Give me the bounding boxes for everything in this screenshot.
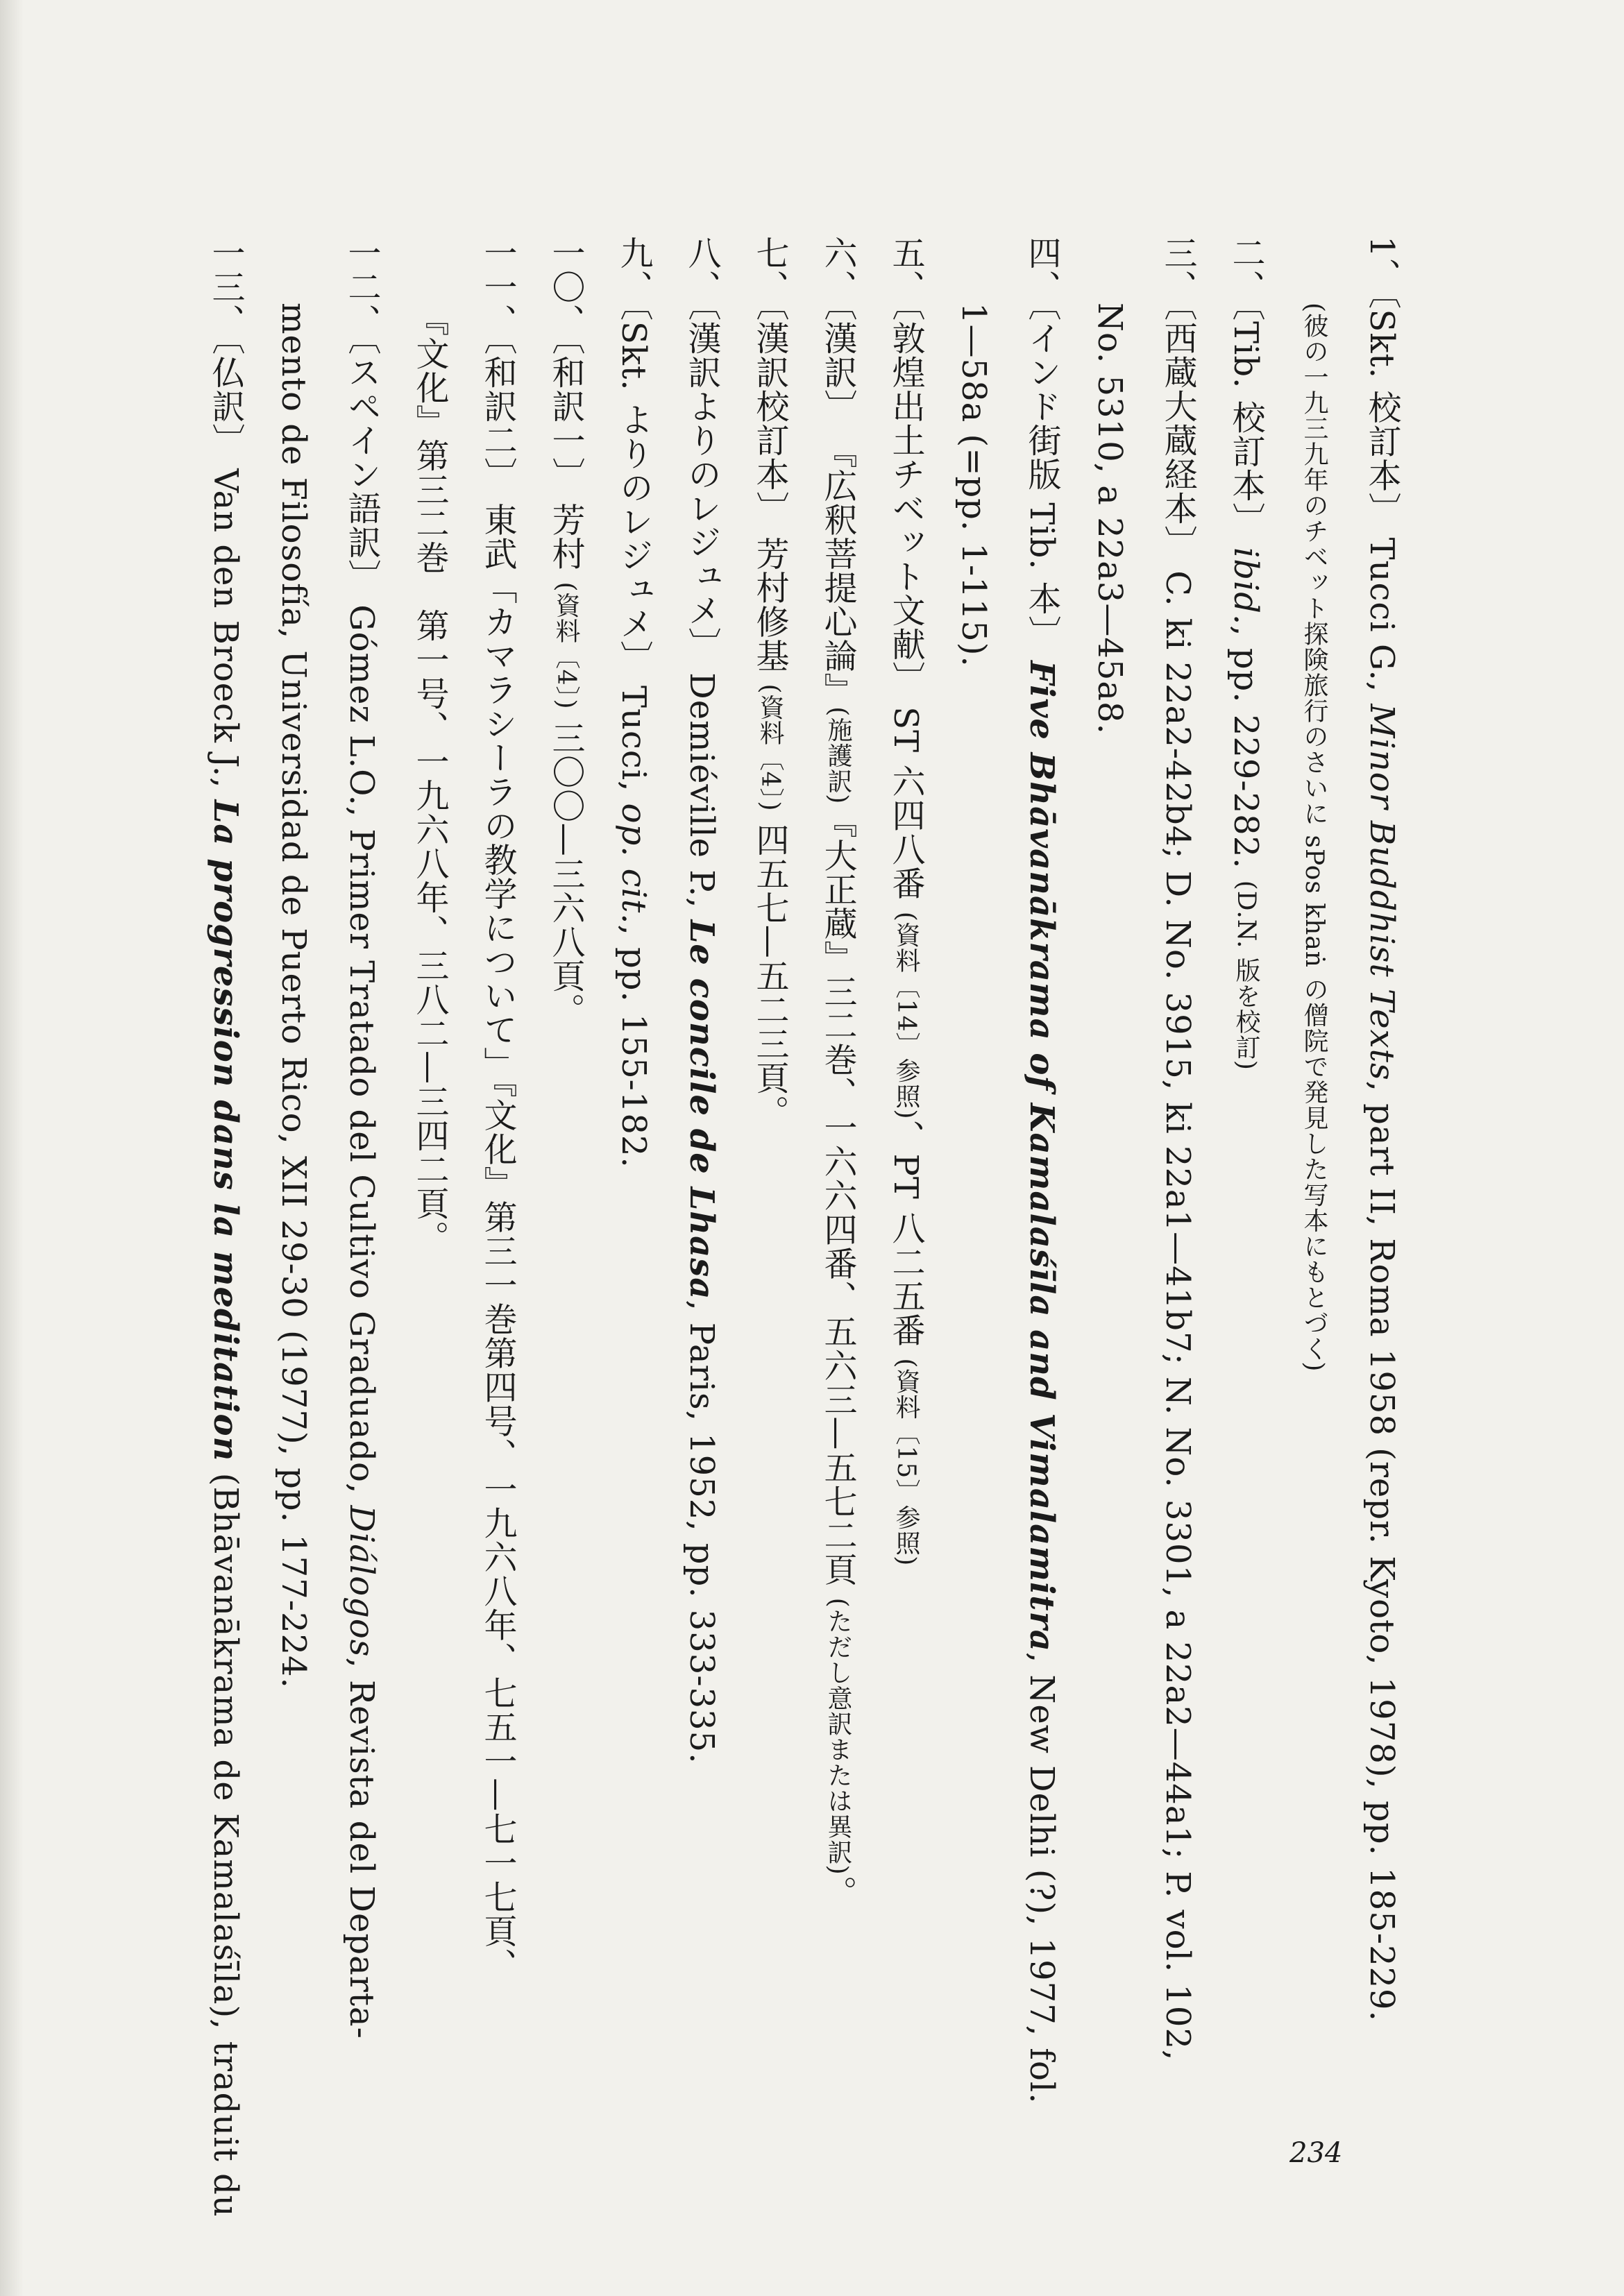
text-segment: Le concile de Lhasa [682, 919, 721, 1300]
text-segment: ST 六四八番 [886, 706, 925, 912]
text-segment: 芳村 [546, 502, 585, 582]
text-segment: 。 [818, 1875, 857, 1910]
entry-continuation [1280, 236, 1348, 2095]
text-segment: Van den Broeck J., [206, 468, 245, 800]
text-segment: (施護訳) [824, 706, 852, 805]
bibliography-entry [668, 236, 736, 2095]
text-segment: (ただし意訳または異訳) [824, 1597, 852, 1876]
entry-number: 五、 [886, 236, 925, 304]
text-segment: Tucci, [614, 686, 653, 803]
entry-label: 〔和訳一〕 [546, 338, 585, 491]
text-segment: , New Delhi (?), 1977, fol. [1022, 1651, 1061, 2104]
entry-label: 〔敦煌出土チベット文献〕 [886, 304, 925, 695]
text-segment: , Paris, 1952, pp. 333-335. [682, 1300, 721, 1764]
entry-label: 〔Skt. 校訂本〕 [1362, 291, 1401, 527]
text-segment: (彼の一九三九年のチベット探険旅行のさいに sPos khaṅ の僧院で発見した写本にもとづく) [1300, 303, 1328, 1372]
text-segment: (資料〔14〕参照) [892, 911, 920, 1120]
text-segment: , part II, Roma 1958 (repr. Kyoto, 1978), pp. 185-229. [1362, 1080, 1401, 2022]
entry-label: 〔漢訳校訂本〕 [750, 304, 789, 525]
entry-number: 六、 [818, 236, 857, 304]
bibliography-entry [736, 236, 804, 2095]
text-segment: 『大正蔵』三二巻、一六六四番、五六三—五七二頁 [818, 804, 857, 1598]
entry-number: 一〇、 [546, 236, 585, 338]
text-segment: 『文化』第三二巻 第一号、一九六八年、三八二—三四二頁。 [410, 303, 449, 1255]
entry-number: 一三、 [206, 236, 245, 338]
entry-label: 〔西蔵大蔵経本〕 [1158, 304, 1197, 559]
entry-label: 〔インド街版 Tib. 本〕 [1022, 304, 1061, 649]
entry-label: 〔Tib. 校訂本〕 [1226, 304, 1265, 536]
bibliography-entry [600, 236, 668, 2095]
scan-shadow-edge [0, 0, 24, 2296]
text-segment: Tucci G., [1362, 537, 1401, 704]
entry-continuation [1076, 236, 1144, 2095]
text-segment: 、PT 八二五番 [886, 1119, 925, 1359]
text-segment: Five Bhāvanākrama of Kamalaśīla and Vimalamitra [1022, 661, 1061, 1652]
text-segment: ibid. [1226, 547, 1265, 626]
text-segment: Minor Buddhist Texts [1362, 704, 1401, 1081]
text-segment: C. ki 22a2-42b4; D. No. 3915, ki 22a1—41b7; N. No. 3301, a 22a2—44a1; P. vol. 102, [1158, 570, 1197, 2061]
bibliography-entry [1348, 236, 1416, 2095]
page-number: 234 [1289, 2137, 1343, 2169]
text-segment: 三〇〇—三六八頁。 [546, 709, 585, 1027]
entry-number: 二、 [1226, 236, 1265, 304]
text-segment: (Bhāvanākrama de Kamalaśīla), traduit du [206, 1461, 245, 2218]
text-segment: , pp. 155-182. [614, 924, 653, 1168]
text-segment: No. 5310, a 22a3—45a8. [1090, 303, 1129, 735]
entry-continuation [940, 236, 1008, 2095]
entry-label: 〔漢訳よりのレジュメ〕 [682, 304, 721, 661]
text-segment: mento de Filosofía, Universidad de Puerto Rico, XII 29-30 (1977), pp. 177-224. [274, 303, 313, 1689]
text-segment: (資料〔4〕) [552, 581, 580, 710]
entry-number: 一二、 [342, 236, 381, 338]
text-segment: op. cit. [614, 803, 653, 925]
entry-continuation [396, 236, 464, 2095]
bibliography-entry [1212, 236, 1280, 2095]
text-segment: 1—58a (=pp. 1-115). [954, 303, 993, 667]
entry-number: 八、 [682, 236, 721, 304]
entry-number: 四、 [1022, 236, 1061, 304]
text-segment: Diálogos [342, 1505, 381, 1658]
text-segment: (資料〔15〕参照) [892, 1358, 920, 1567]
entry-continuation [260, 236, 328, 2095]
entry-label: 〔漢訳〕 [818, 304, 857, 423]
text-segment: , Revista del Departa- [342, 1657, 381, 2039]
entry-label: 〔和訳二〕 [478, 338, 517, 491]
text-segment: 芳村修基 [750, 536, 789, 684]
entry-number: 七、 [750, 236, 789, 304]
text-segment: 四五七—五二三頁。 [750, 811, 789, 1129]
text-segment: Gómez L.O., Primer Tratado del Cultivo Graduado, [342, 604, 381, 1506]
bibliography-entry [532, 236, 600, 2095]
bibliography-entry [328, 236, 396, 2095]
text-segment: 『広釈菩提心論』 [818, 434, 857, 707]
entry-label: 〔仏訳〕 [206, 338, 245, 457]
text-segment: (D.N. 版を校訂) [1232, 880, 1260, 1071]
text-segment: (資料〔4〕) [756, 683, 784, 812]
bibliography-entry [804, 236, 872, 2095]
text-segment: Demiéville P., [682, 672, 721, 920]
entry-label: 〔スペイン語訳〕 [342, 338, 381, 593]
bibliography-entry [1008, 236, 1076, 2104]
text-segment: 東武「カマラシーラの教学について」『文化』第三一巻第四号、一九六八年、七五一—七一七頁、 [478, 502, 517, 1982]
entry-number: 九、 [614, 236, 653, 304]
bibliography-entry [1144, 236, 1212, 2095]
bibliography-entry [192, 236, 260, 2218]
entry-number: 1、 [1362, 236, 1401, 292]
text-segment: , pp. 229-282. [1226, 625, 1265, 881]
bibliography-entry [872, 236, 940, 2095]
entry-label: 〔Skt. よりのレジュメ〕 [614, 304, 653, 674]
entry-number: 三、 [1158, 236, 1197, 304]
text-segment: La progression dans la meditation [206, 799, 245, 1462]
entry-number: 一一、 [478, 236, 517, 338]
bibliography-entry [464, 236, 532, 2095]
